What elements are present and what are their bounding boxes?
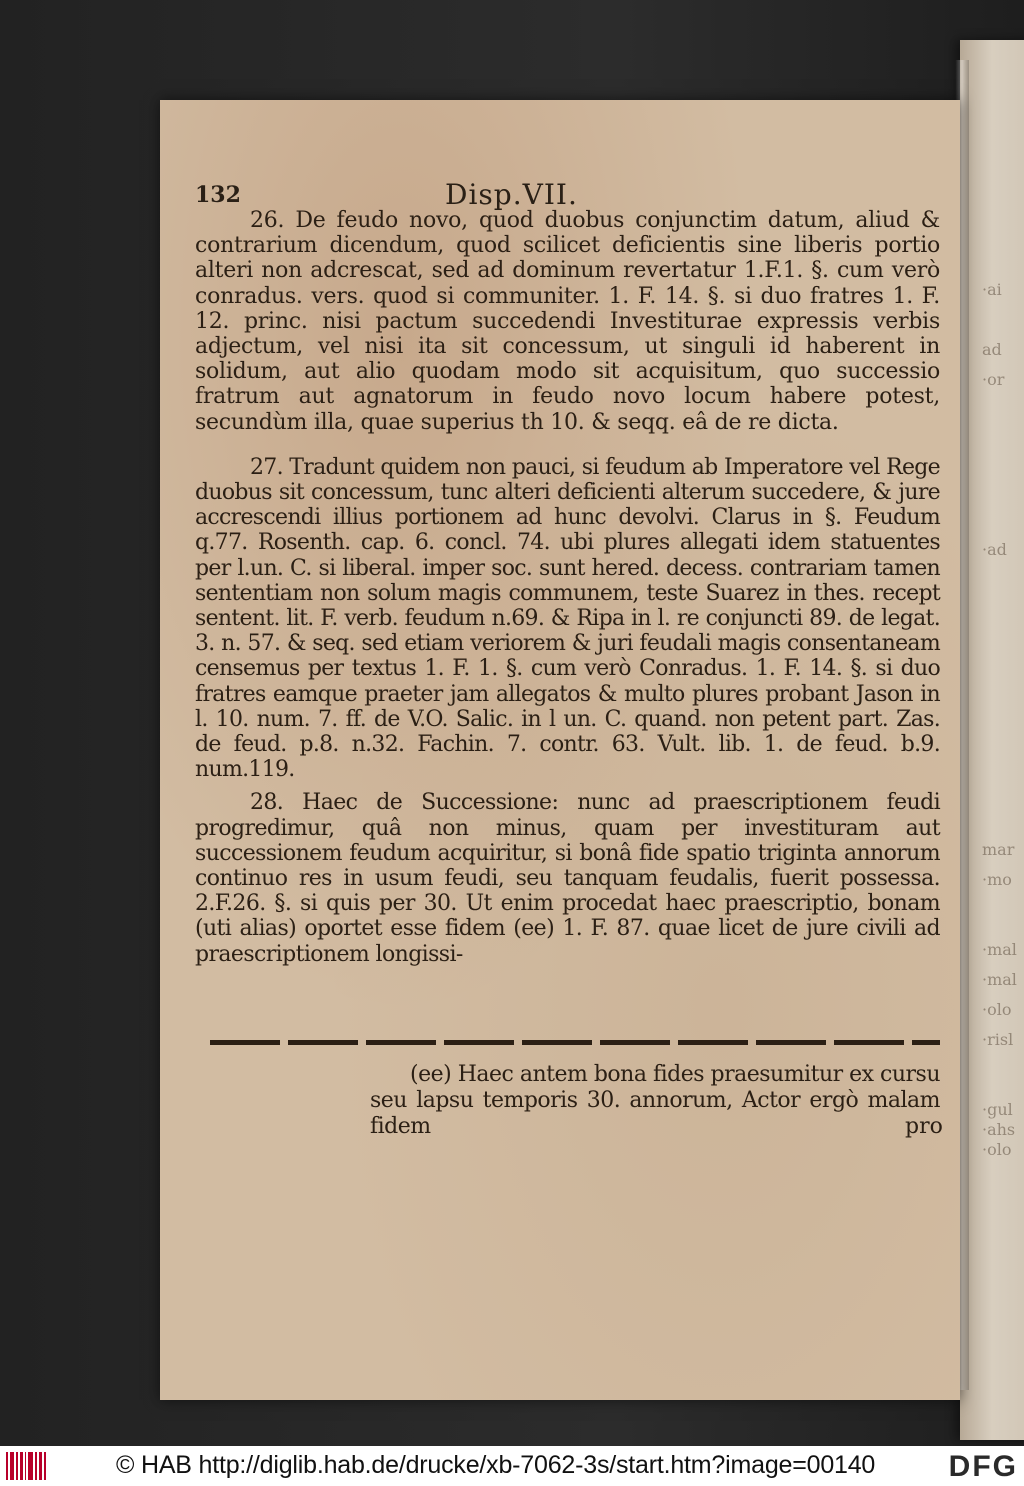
next-page-fragment: ·mal (982, 940, 1017, 959)
footnote-rule (210, 1040, 940, 1045)
next-page-edge (960, 40, 1024, 1440)
next-page-fragment: ·olo (982, 1000, 1012, 1019)
next-page-fragment: mar (982, 840, 1015, 859)
body-text (195, 208, 940, 967)
barcode-icon (6, 1452, 46, 1480)
next-page-fragment: ·ai (982, 280, 1002, 299)
footnote-catchword: pro (905, 1114, 943, 1139)
source-url[interactable]: © HAB http://diglib.hab.de/drucke/xb-7062-3s/start.htm?image=00140 (116, 1451, 876, 1479)
footnote-ee: (ee) Haec antem bona fides praesumitur ex cursu seu lapsu temporis 30. annorum, Actor ergò malam fidem (370, 1062, 941, 1139)
next-page-fragment: ·or (982, 370, 1005, 389)
book-page (160, 100, 960, 1400)
next-page-fragment: ·mo (982, 870, 1012, 889)
dfg-logo: DFG (948, 1450, 1018, 1483)
next-page-fragment: ·mal (982, 970, 1017, 989)
running-head: Disp.VII. (445, 178, 578, 211)
next-page-fragment: ad (982, 340, 1002, 359)
next-page-fragment: ·olo (982, 1140, 1012, 1159)
paragraph-27: 27. Tradunt quidem non pauci, si feudum ab Imperatore vel Rege duobus sit concessum, tunc alteri deficienti alterum succedere, & jure accrescendi illius portionem ad hunc devolvi. Clarus in §. Feudum q.77. Rosenth. cap. 6. concl. 74. ubi plures allegati idem statuentes per l.un. C. si liberal. imper soc. sunt hered. decess. contrariam tamen sententiam non solum magis communem, teste Suarez in thes. recept sentent. lit. F. verb. feudum n.69. & Ripa in l. re conjuncti 89. de legat. 3. n. 57. & seq. sed etiam veriorem & juri feudali magis consentaneam censemus per textus 1. F. 1. §. cum verò Conradus. 1. F. 14. §. si duo fratres eamque praeter jam allegatos & multo plures probant Jason in l. 10. num. 7. ff. de V.O. Salic. in l un. C. quand. non petent part. Zas. de feud. p.8. n.32. Fachin. 7. contr. 63. Vult. lib. 1. de feud. b.9. num.119. (195, 454, 940, 783)
next-page-fragment: ·gul (982, 1100, 1013, 1119)
paragraph-28: 28. Haec de Successione: nunc ad praescriptionem feudi progredimur, quâ non minus, quam per investituram aut successionem feudum acquiritur, si bonâ fide spatio triginta annorum continuo res in usum feudi, seu tanquam feudalis, fuerit possessa. 2.F.26. §. si quis per 30. Ut enim procedat haec praescriptio, bonam (uti alias) oportet esse fidem (ee) 1. F. 87. quae licet de jure civili ad praescriptionem longissi- (195, 790, 940, 967)
next-page-fragment: ·risl (982, 1030, 1014, 1049)
next-page-fragment: ·ahs (982, 1120, 1016, 1139)
next-page-fragment: ·ad (982, 540, 1007, 559)
paragraph-26: 26. De feudo novo, quod duobus conjunctim datum, aliud & contrarium dicendum, quod scilicet deficientis sine liberis portio alteri non adcrescat, sed ad dominum revertatur 1.F.1. §. cum verò conradus. vers. quod si communiter. 1. F. 14. §. si duo fratres 1. F. 12. princ. nisi pactum succedendi Investiturae expressis verbis adjectum, vel nisi ita sit concessum, ut singuli id haberent in solidum, aut alio quodam modo sit acquisitum, quo successio fratrum aut agnatorum in feudo novo locum habere potest, secundùm illa, quae superius th 10. & seqq. eâ de re dicta. (195, 208, 940, 435)
viewer-footer (0, 1446, 1024, 1486)
page-number: 132 (195, 182, 241, 208)
